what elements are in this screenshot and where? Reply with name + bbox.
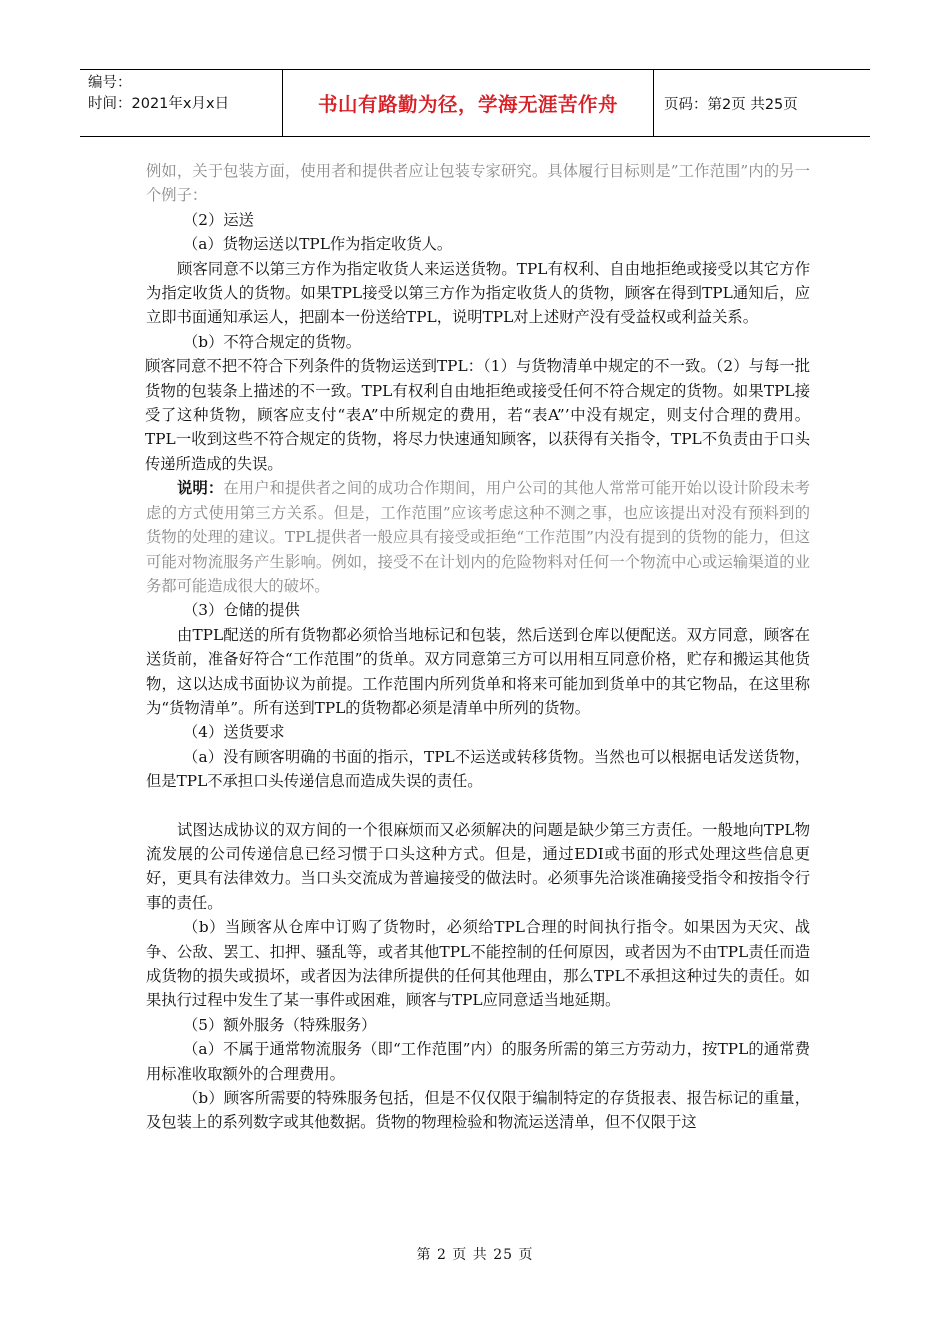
- paragraph: [146, 745, 810, 794]
- paragraph: [146, 159, 810, 208]
- header-page-info: 页码：第2页 共25页: [664, 96, 798, 113]
- header-motto: 书山有路勤为径，学海无涯苦作舟: [283, 70, 654, 136]
- paragraph-text: （5）额外服务（特殊服务）: [183, 1015, 377, 1034]
- paragraph: [146, 598, 810, 622]
- paragraph-text: （2）运送: [183, 210, 254, 229]
- paragraph-text: （a）不属于通常物流服务（即“工作范围”内）的服务所需的第三方劳动力，按TPL的通常费用标准收取额外的合理费用。: [146, 1040, 810, 1083]
- paragraph: [146, 623, 810, 721]
- paragraph-text: （4）送货要求: [183, 723, 285, 742]
- paragraph-text: （b）顾客所需要的特殊服务包括，但是不仅仅限于编制特定的存货报表、报告标记的重量，及包装上的系列数字或其他数据。货物的物理检验和物流运送清单，但不仅限于这: [146, 1089, 810, 1132]
- paragraph: [146, 208, 810, 232]
- number-label: 编号：: [88, 75, 132, 91]
- paragraph: [146, 257, 810, 330]
- page-footer: 第 2 页 共 25 页: [416, 1247, 534, 1263]
- paragraph-gap: [146, 794, 810, 818]
- paragraph: [146, 818, 810, 916]
- paragraph-text: 顾客同意不把不符合下列条件的货物运送到TPL：（1）与货物清单中规定的不一致。（2）与每一批货物的包装条上描述的不一致。TPL有权利自由地拒绝或接受任何不符合规定的货物。如果TPL接受了这种货物，顾客应支付“表A”中所规定的费用，若“表A”’中没有规定，则支付合理的费用。TPL一收到这些不符合规定的货物，将尽力快速通知顾客，以获得有关指令，TPL不负责由于口头传递所造成的失误。: [145, 357, 810, 473]
- paragraph-text: 试图达成协议的双方间的一个很麻烦而又必须解决的问题是缺少第三方责任。一般地向TPL物流发展的公司传递信息已经习惯于口头这种方式。但是，通过EDI或书面的形式处理这些信息更好，更具有法律效力。当口头交流成为普遍接受的做法时。必须事先洽谈准确接受指令和按指令行事的责任。: [146, 820, 810, 912]
- paragraph-text: 在用户和提供者之间的成功合作期间，用户公司的其他人常常可能开始以设计阶段未考虑的方式使用第三方关系。但是，工作范围”应该考虑这种不测之事，也应该提出对没有预料到的货物的处理的建议。TPL提供者一般应具有接受或拒绝“工作范围”内没有提到的货物的能力，但这可能对物流服务产生影响。例如，接受不在计划内的危险物料对任何一个物流中心或运输渠道的业务都可能造成很大的破坏。: [146, 479, 810, 595]
- paragraph: [146, 232, 810, 256]
- header-meta: [80, 70, 283, 136]
- paragraph: [146, 1086, 810, 1135]
- paragraph-label: 说明：: [177, 479, 224, 498]
- paragraph-text: （b）不符合规定的货物。: [183, 332, 362, 351]
- paragraph-text: 顾客同意不以第三方作为指定收货人来运送货物。TPL有权利、自由地拒绝或接受以其它方作为指定收货人的货物。如果TPL接受以第三方作为指定收货人的货物，顾客在得到TPL通知后，应立即书面通知承运人，把副本一份送给TPL，说明TPL对上述财产没有受益权或利益关系。: [146, 259, 810, 327]
- page-header: [80, 69, 870, 137]
- paragraph: [146, 915, 810, 1013]
- date-line: 时间：2021年x月x日: [88, 96, 230, 112]
- paragraph-text: （3）仓储的提供: [183, 601, 300, 620]
- paragraph: [146, 330, 810, 354]
- paragraph-text: （b）当顾客从仓库中订购了货物时，必须给TPL合理的时间执行指令。如果因为天灾、战争、公敌、罢工、扣押、骚乱等，或者其他TPL不能控制的任何原因，或者因为不由TPL责任而造成货物的损失或损坏，或者因为法律所提供的任何其他理由，那么TPL不承担这种过失的责任。如果执行过程中发生了某一事件或困难，顾客与TPL应同意适当地延期。: [146, 918, 810, 1010]
- paragraph-text: 例如，关于包装方面，使用者和提供者应让包装专家研究。具体履行目标则是”工作范围”内的另一个例子：: [146, 162, 810, 205]
- paragraph: [145, 354, 810, 476]
- document-body: [146, 159, 810, 1135]
- paragraph-text: 由TPL配送的所有货物都必须恰当地标记和包装，然后送到仓库以便配送。双方同意，顾客在送货前，准备好符合“工作范围”的货单。双方同意第三方可以用相互同意价格，贮存和搬运其他货物，这以达成书面协议为前提。工作范围内所列货单和将来可能加到货单中的其它物品，在这里称为“货物清单”。所有送到TPL的货物都必须是清单中所列的货物。: [146, 625, 810, 717]
- paragraph: [146, 476, 810, 598]
- paragraph: [146, 720, 810, 744]
- paragraph-text: （a）货物运送以TPL作为指定收货人。: [183, 235, 453, 254]
- paragraph: [146, 1013, 810, 1037]
- paragraph: [146, 1037, 810, 1086]
- paragraph-text: （a）没有顾客明确的书面的指示，TPL不运送或转移货物。当然也可以根据电话发送货物，但是TPL不承担口头传递信息而造成失误的责任。: [146, 747, 810, 791]
